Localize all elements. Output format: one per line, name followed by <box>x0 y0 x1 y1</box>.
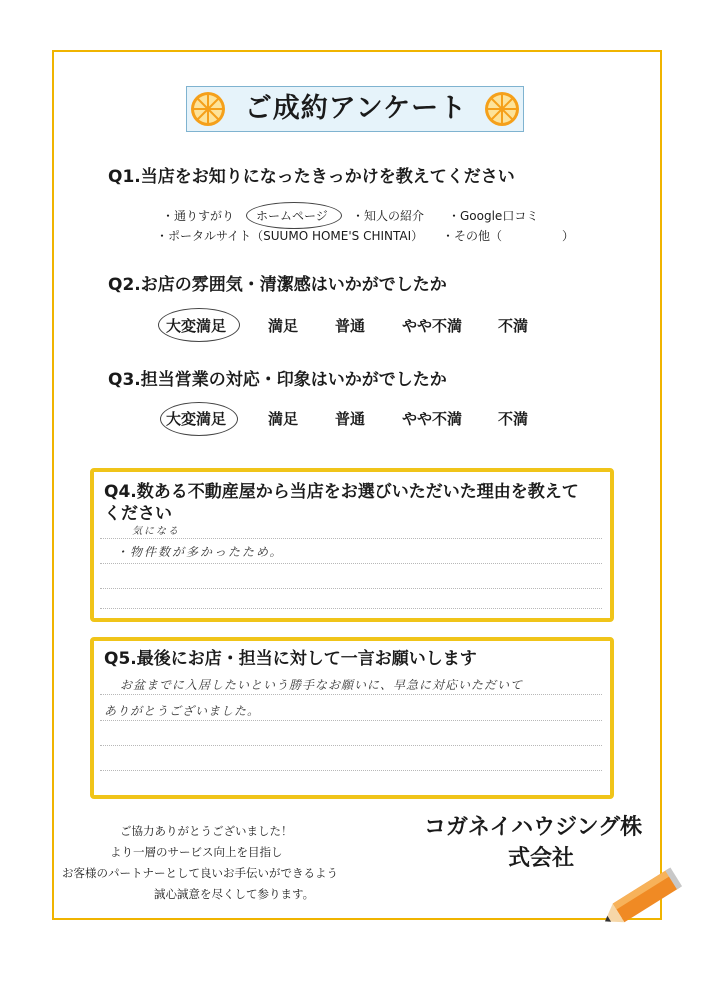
q2-rating-selected[interactable]: 大変満足 <box>166 317 227 335</box>
q2-rating[interactable]: 普通 <box>335 317 366 335</box>
q2-rating[interactable]: やや不満 <box>402 317 463 335</box>
orange-slice-icon <box>190 91 226 127</box>
q3-rating[interactable]: 不満 <box>498 410 529 428</box>
q5-question: Q5.最後にお店・担当に対して一言お願いします <box>104 649 477 669</box>
answer-line <box>100 538 602 539</box>
q4-handwritten-answer[interactable]: ・物件数が多かったため。 <box>116 545 284 559</box>
answer-line <box>100 770 602 771</box>
q3-rating[interactable]: やや不満 <box>402 410 463 428</box>
q1-option-selected[interactable]: ホームページ <box>256 209 328 223</box>
q4-question-cont: ください <box>104 504 172 524</box>
company-name: コガネイハウジング株 <box>424 815 643 840</box>
q3-rating[interactable]: 普通 <box>335 410 366 428</box>
selection-circle <box>160 402 238 436</box>
answer-line <box>100 694 602 695</box>
q3-rating-selected[interactable]: 大変満足 <box>166 410 227 428</box>
q5-handwritten-answer[interactable]: ありがとうございました。 <box>104 704 261 718</box>
answer-line <box>100 745 602 746</box>
q1-option[interactable]: ・通りすがり <box>162 209 235 223</box>
answer-line <box>100 588 602 589</box>
q5-handwritten-answer[interactable]: お盆までに入居したいという勝手なお願いに、早急に対応いただいて <box>120 678 524 692</box>
q1-question: Q1.当店をお知りになったきっかけを教えてください <box>108 167 515 187</box>
q2-question: Q2.お店の雰囲気・清潔感はいかがでしたか <box>108 275 447 295</box>
closing-line: ご協力ありがとうございました！ <box>120 824 293 838</box>
q3-rating[interactable]: 満足 <box>268 410 299 428</box>
company-name-cont: 式会社 <box>508 846 575 871</box>
q1-option[interactable]: ・Google口コミ <box>448 209 539 223</box>
selection-circle <box>158 308 240 342</box>
q1-option[interactable]: ・その他（ ） <box>442 229 575 243</box>
q4-question: Q4.数ある不動産屋から当店をお選びいただいた理由を教えて <box>104 482 579 502</box>
answer-line <box>100 563 602 564</box>
closing-line: より一層のサービス向上を目指し <box>110 845 283 859</box>
q1-option[interactable]: ・知人の紹介 <box>352 209 425 223</box>
q4-handwritten-note: 気になる <box>132 526 180 537</box>
q2-rating[interactable]: 不満 <box>498 317 529 335</box>
q2-rating[interactable]: 満足 <box>268 317 299 335</box>
selection-circle <box>246 202 342 229</box>
q3-question: Q3.担当営業の対応・印象はいかがでしたか <box>108 370 447 390</box>
orange-slice-icon <box>484 91 520 127</box>
pencil-icon <box>596 862 692 932</box>
answer-line <box>100 720 602 721</box>
q1-option[interactable]: ・ポータルサイト（SUUMO HOME'S CHINTAI） <box>156 229 424 243</box>
answer-line <box>100 608 602 609</box>
page-title: ご成約アンケート <box>244 93 468 124</box>
closing-line: お客様のパートナーとして良いお手伝いができるよう <box>62 866 338 880</box>
closing-line: 誠心誠意を尽くして参ります。 <box>154 887 315 901</box>
